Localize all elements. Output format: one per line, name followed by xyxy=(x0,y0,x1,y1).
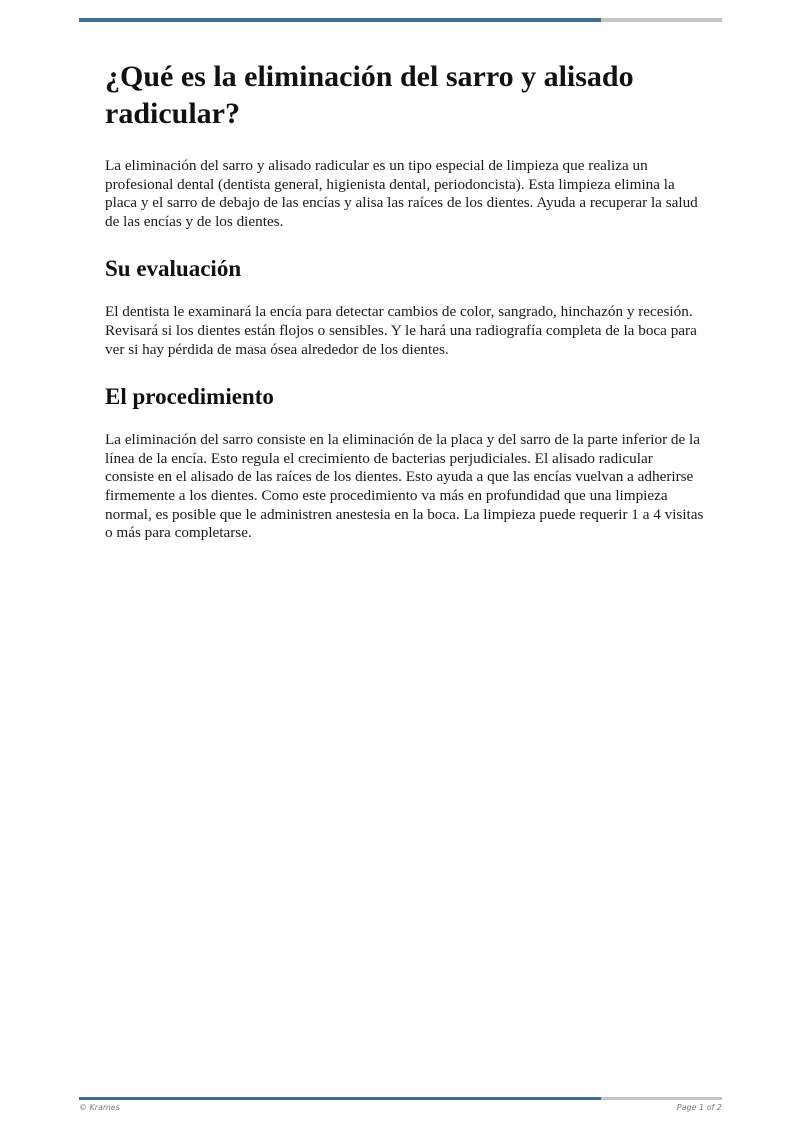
document-body xyxy=(105,58,705,567)
header-divider-accent xyxy=(79,18,601,22)
page-title: ¿Qué es la eliminación del sarro y alisado radicular? xyxy=(105,60,634,130)
footer-divider-secondary xyxy=(601,1097,722,1100)
section-heading-evaluation: Su evaluación xyxy=(105,256,242,282)
page-footer xyxy=(79,1103,722,1112)
page-number: Page 1 of 2 xyxy=(676,1103,722,1112)
section-body-procedure: La eliminación del sarro consiste en la eliminación de la placa y del sarro de la parte inferior de la línea de la encía. Esto regula el crecimiento de bacterias perjudiciales. El alisado radicular consiste en el alisado de las raíces de los dientes. Esto ayuda a que las encías vuelvan a adherirse firmemente a los dientes. Como este procedimiento va más en profundidad que una limpieza normal, es posible que le administren anestesia en la boca. La limpieza puede requerir 1 a 4 visitas o más para completarse. xyxy=(105,431,704,542)
footer-divider-accent xyxy=(79,1097,601,1100)
header-divider-secondary xyxy=(601,18,722,22)
copyright-text: © Krames xyxy=(79,1103,120,1112)
intro-paragraph: La eliminación del sarro y alisado radicular es un tipo especial de limpieza que realiza un profesional dental (dentista general, higienista dental, periodoncista). Esta limpieza elimina la placa y el sarro de debajo de las encías y alisa las raíces de los dientes. Ayuda a recuperar la salud de las encías y de los dientes. xyxy=(105,157,698,230)
section-heading-procedure: El procedimiento xyxy=(105,384,274,410)
footer-divider xyxy=(79,1097,722,1100)
header-divider xyxy=(79,18,722,22)
section-body-evaluation: El dentista le examinará la encía para detectar cambios de color, sangrado, hinchazón y recesión. Revisará si los dientes están flojos o sensibles. Y le hará una radiografía completa de la boca para ver si hay pérdida de masa ósea alrededor de los dientes. xyxy=(105,303,697,358)
